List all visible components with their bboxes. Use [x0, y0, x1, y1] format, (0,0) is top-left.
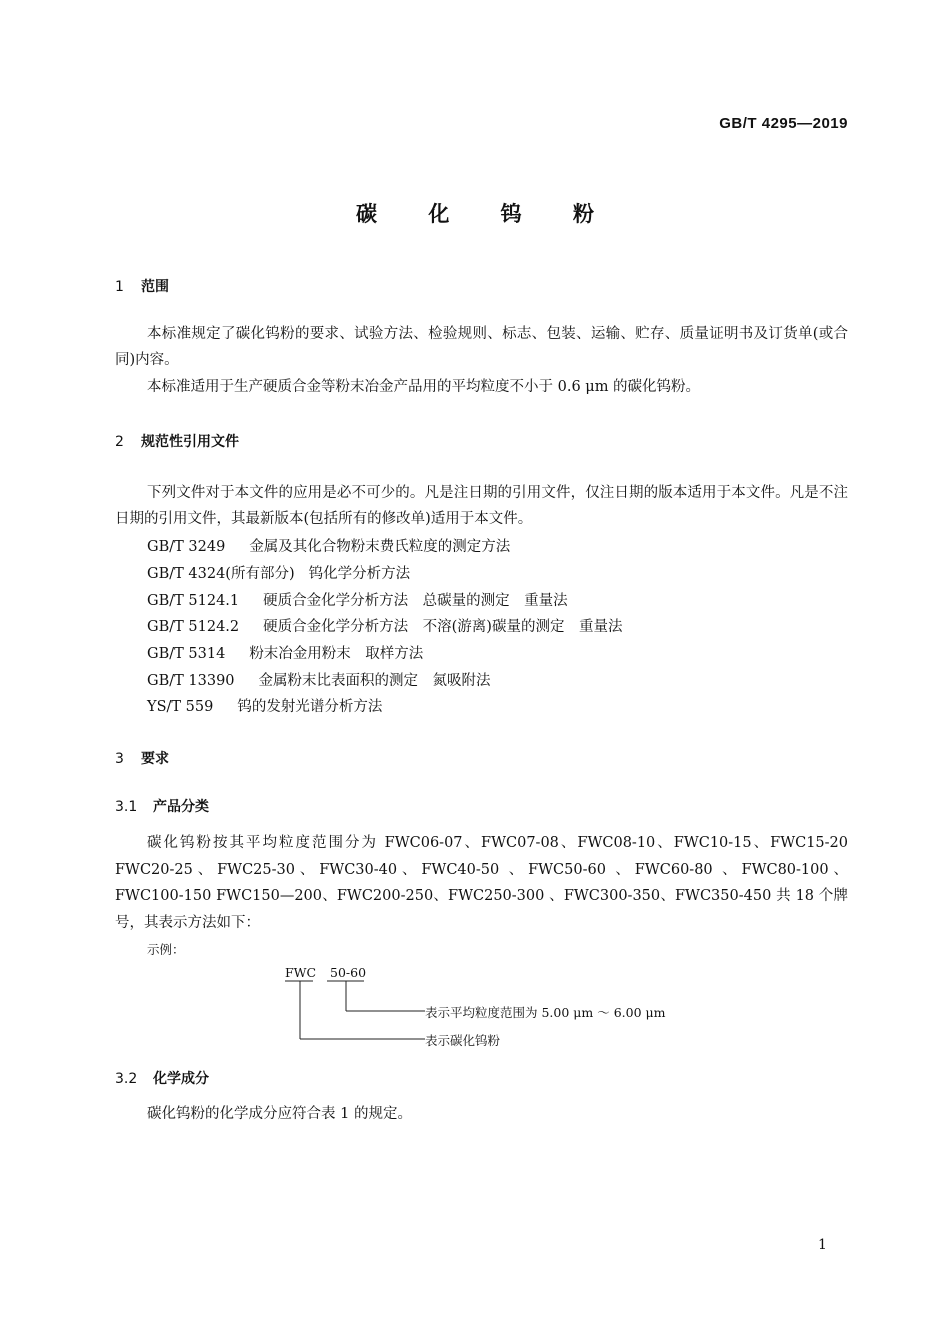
reference-item — [147, 535, 510, 556]
reference-code: GB/T 3249 — [147, 539, 226, 555]
reference-code: GB/T 5124.1 — [147, 593, 240, 609]
reference-item — [147, 695, 382, 716]
example-range-description: 表示平均粒度范围为 5.00 μm ～ 6.00 μm — [425, 1005, 666, 1020]
standard-code: GB/T 4295—2019 — [719, 115, 848, 132]
reference-code: GB/T 4324(所有部分) — [147, 566, 295, 582]
reference-title: 钨的发射光谱分析方法 — [237, 699, 383, 715]
example-range: 50-60 — [330, 965, 367, 980]
section-2-paragraph-1: 下列文件对于本文件的应用是必不可少的。凡是注日期的引用文件，仅注日期的版本适用于本文件。凡是不注日期的引用文件，其最新版本(包括所有的修改单)适用于本文件。 — [115, 485, 848, 527]
section-3-heading — [115, 748, 169, 768]
reference-item — [147, 589, 568, 610]
section-1-title: 范围 — [141, 279, 169, 295]
example-label: 示例： — [147, 942, 185, 957]
reference-title: 粉末冶金用粉末 取样方法 — [249, 646, 424, 662]
reference-code: GB/T 13390 — [147, 673, 235, 689]
section-2-heading — [115, 431, 239, 451]
reference-title: 钨化学分析方法 — [308, 566, 411, 582]
example-prefix-description: 表示碳化钨粉 — [425, 1033, 501, 1048]
example-connector-lines — [280, 978, 440, 1048]
reference-item — [147, 642, 423, 663]
section-2-title: 规范性引用文件 — [141, 434, 239, 450]
section-3-2-heading — [115, 1068, 209, 1088]
section-3-number: 3 — [115, 751, 124, 767]
reference-item — [147, 562, 410, 583]
section-3-1-heading — [115, 796, 209, 816]
example-prefix: FWC — [285, 965, 317, 980]
section-3-1-number: 3.1 — [115, 799, 138, 815]
reference-code: GB/T 5124.2 — [147, 619, 240, 635]
section-3-2-title: 化学成分 — [153, 1071, 209, 1087]
section-2-number: 2 — [115, 434, 124, 450]
reference-title: 硬质合金化学分析方法 不溶(游离)碳量的测定 重量法 — [263, 619, 623, 635]
section-3-1-paragraph: 碳化钨粉按其平均粒度范围分为 FWC06-07、FWC07-08、FWC08-10、FWC10-15、FWC15-20 FWC20-25、FWC25-30、FWC30-40、FWC40-50 、FWC50-60 、FWC60-80 、FWC80-100、FWC100-150 FWC150—200、FWC200-250、FWC250-300 、FWC300-350、FWC350-450 共 18 个牌号，其表示方法如下： — [115, 835, 848, 931]
section-3-title: 要求 — [141, 751, 169, 767]
page-number: 1 — [818, 1237, 827, 1253]
section-1-number: 1 — [115, 279, 124, 295]
reference-title: 金属及其化合物粉末费氏粒度的测定方法 — [249, 539, 511, 555]
section-1-heading — [115, 276, 169, 296]
reference-title: 金属粉末比表面积的测定 氮吸附法 — [258, 673, 491, 689]
section-3-2-paragraph: 碳化钨粉的化学成分应符合表 1 的规定。 — [147, 1106, 412, 1122]
reference-item — [147, 615, 622, 636]
reference-item — [147, 669, 491, 690]
document-title: 碳 化 钨 粉 — [356, 202, 616, 226]
reference-title: 硬质合金化学分析方法 总碳量的测定 重量法 — [263, 593, 568, 609]
section-3-2-number: 3.2 — [115, 1071, 138, 1087]
reference-code: GB/T 5314 — [147, 646, 226, 662]
section-1-paragraph-2: 本标准适用于生产硬质合金等粉末冶金产品用的平均粒度不小于 0.6 μm 的碳化钨粉。 — [147, 379, 701, 395]
reference-code: YS/T 559 — [147, 699, 214, 715]
section-1-paragraph-1: 本标准规定了碳化钨粉的要求、试验方法、检验规则、标志、包装、运输、贮存、质量证明书及订货单(或合同)内容。 — [115, 326, 848, 368]
section-3-1-title: 产品分类 — [153, 799, 209, 815]
